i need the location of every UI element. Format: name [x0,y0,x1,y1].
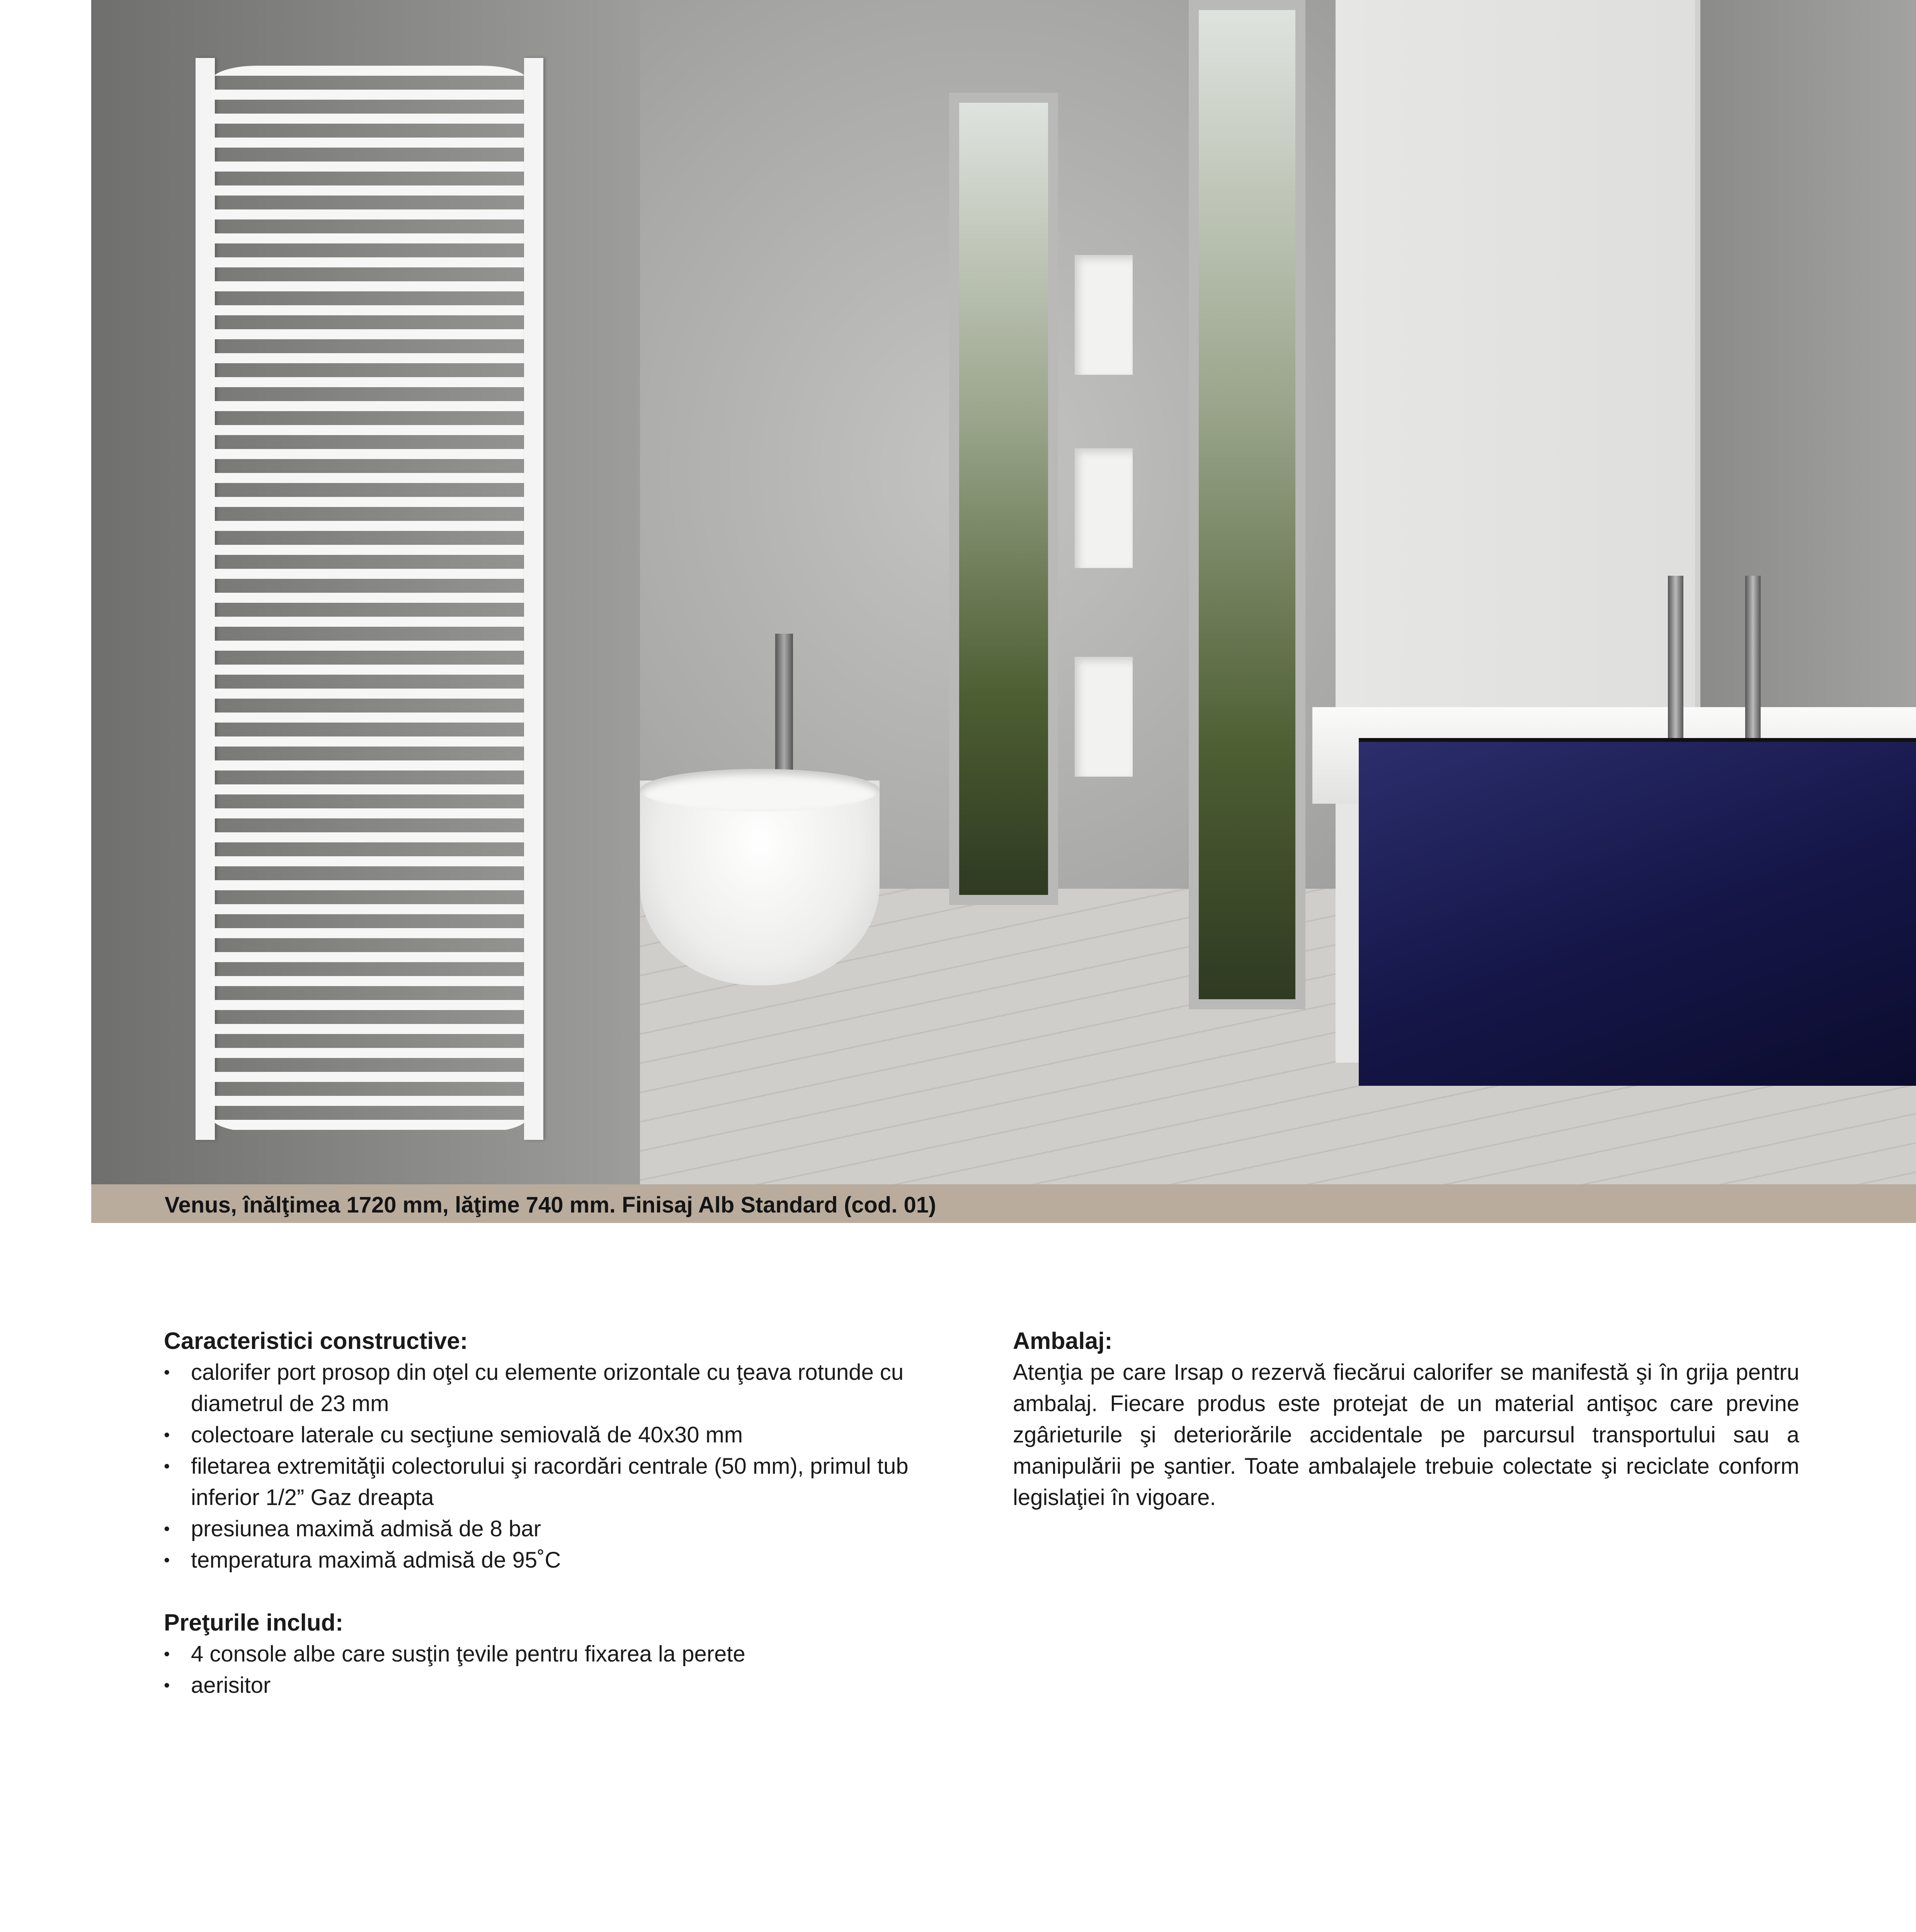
list-item: • calorifer port prosop din oţel cu elemente orizontale cu ţeava rotunde cu diametrul de 23 mm [164,1357,960,1419]
wall-niche [1075,657,1133,777]
caption-bar [91,1184,1916,1223]
radiator-rail-right [524,58,543,1140]
list-item: • presiunea maximă admisă de 8 bar [164,1513,960,1544]
list-item: • colectoare laterale cu secţiune semiovală de 40x30 mm [164,1419,960,1451]
radiator-bars [211,66,528,1132]
list-item: • 4 console albe care susţin ţevile pentru fixarea la perete [164,1638,960,1670]
section-heading-packaging: Ambalaj: [1013,1328,1113,1354]
section-heading-characteristics: Caracteristici constructive: [164,1328,468,1354]
hero-photo [91,0,1916,1184]
right-column [1013,1325,1799,1513]
window-right [1189,0,1305,1009]
photo-caption: Venus, înălţimea 1720 mm, lăţime 740 mm. Finisaj Alb Standard (cod. 01) [165,1192,936,1218]
list-item: • filetarea extremităţii colectorului şi racordări centrale (50 mm), primul tub inferior 1/2” Gaz dreapta [164,1451,960,1513]
prices-include-list [164,1638,960,1701]
sink-tap [1668,576,1683,738]
list-item: • temperatura maximă admisă de 95˚C [164,1544,960,1576]
blue-vanity [1359,738,1916,1086]
packaging-text: Atenţia pe care Irsap o rezervă fiecărui calorifer se manifestă şi în grija pentru ambalaj. Fiecare produs este protejat de un material antişoc care previne zgârieturile şi deteriorările accidentale pe parcursul transportului sau a manipulării pe şantier. Toate ambalajele trebuie colectate şi reciclate conform legislaţiei în vigoare. [1013,1360,1799,1510]
window-left [949,93,1058,905]
towel-radiator [196,58,543,1140]
left-column [164,1325,960,1701]
bathtub-rim [640,769,880,811]
list-item: • aerisitor [164,1670,960,1701]
wall-niche [1075,255,1133,375]
characteristics-list [164,1357,960,1576]
prices-include-section [164,1607,960,1701]
sink-tap [1745,576,1761,738]
section-heading-prices: Preţurile includ: [164,1609,344,1636]
wall-niche [1075,448,1133,568]
mirror [1695,0,1916,707]
